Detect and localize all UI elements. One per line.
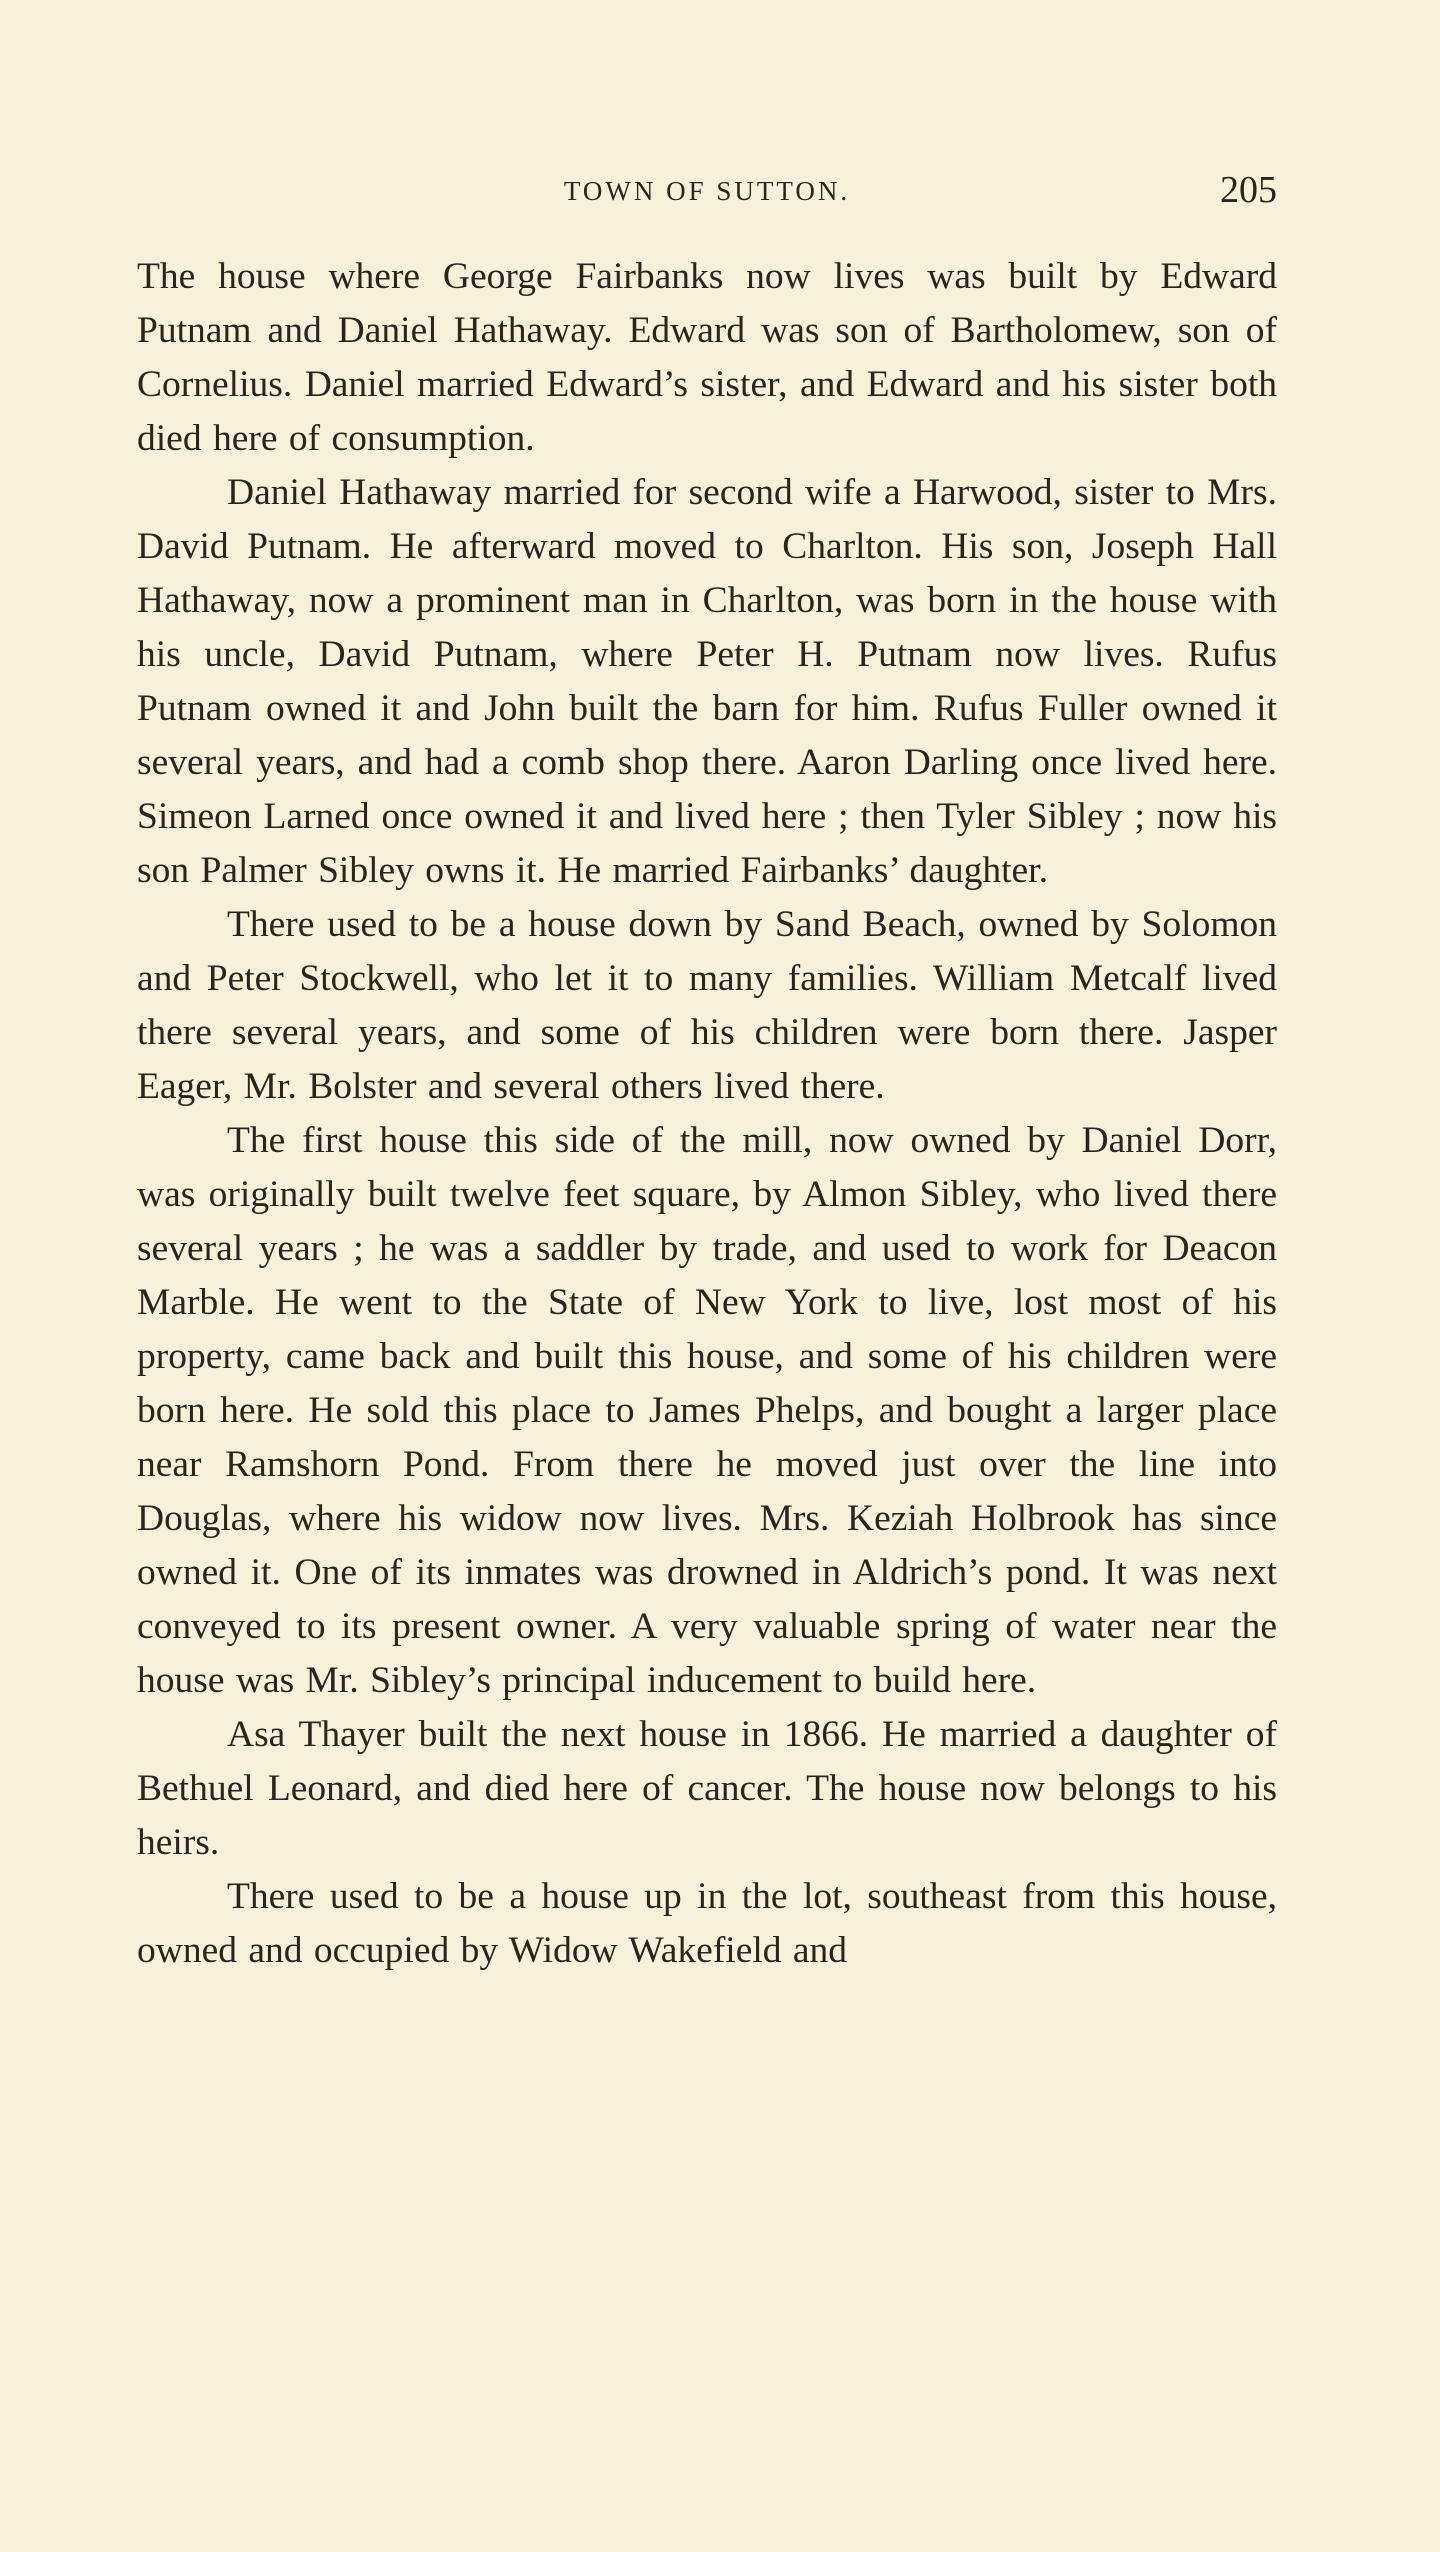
page-number: 205 [1220, 169, 1277, 211]
paragraph: There used to be a house up in the lot, southeast from this house, owned and occupied by Widow Wakefield and [137, 1876, 1277, 1971]
running-head: TOWN OF SUTTON. [563, 176, 851, 206]
paragraph: Asa Thayer built the next house in 1866. He married a daughter of Bethuel Leonard, and died here of cancer. The house now belongs to his heirs. [137, 1714, 1277, 1863]
paragraph: The first house this side of the mill, now owned by Daniel Dorr, was originally built twelve feet square, by Almon Sibley, who lived there several years ; he was a saddler by trade, and used to work for Deacon Marble. He went to the State of New York to live, lost most of his property, came back and built this house, and some of his children were born here. He sold this place to James Phelps, and bought a larger place near Ramshorn Pond. From there he moved just over the line into Douglas, where his widow now lives. Mrs. Keziah Holbrook has since owned it. One of its inmates was drowned in Aldrich’s pond. It was next conveyed to its present owner. A very valuable spring of water near the house was Mr. Sibley’s principal inducement to build here. [137, 1120, 1277, 1701]
body-text [137, 250, 1277, 1978]
page-header [137, 168, 1277, 218]
paragraph: Daniel Hathaway married for second wife a Harwood, sister to Mrs. David Putnam. He afterward moved to Charlton. His son, Joseph Hall Hathaway, now a prominent man in Charlton, was born in the house with his uncle, David Putnam, where Peter H. Putnam now lives. Rufus Putnam owned it and John built the barn for him. Rufus Fuller owned it several years, and had a comb shop there. Aaron Darling once lived here. Simeon Larned once owned it and lived here ; then Tyler Sibley ; now his son Palmer Sibley owns it. He married Fairbanks’ daughter. [137, 472, 1277, 891]
paragraph: The house where George Fairbanks now lives was built by Edward Putnam and Daniel Hathaway. Edward was son of Bartholomew, son of Cornelius. Daniel married Edward’s sister, and Edward and his sister both died here of consumption. [137, 256, 1277, 459]
paragraph: There used to be a house down by Sand Beach, owned by Solomon and Peter Stockwell, who let it to many families. William Metcalf lived there several years, and some of his children were born there. Jasper Eager, Mr. Bolster and several others lived there. [137, 904, 1277, 1107]
